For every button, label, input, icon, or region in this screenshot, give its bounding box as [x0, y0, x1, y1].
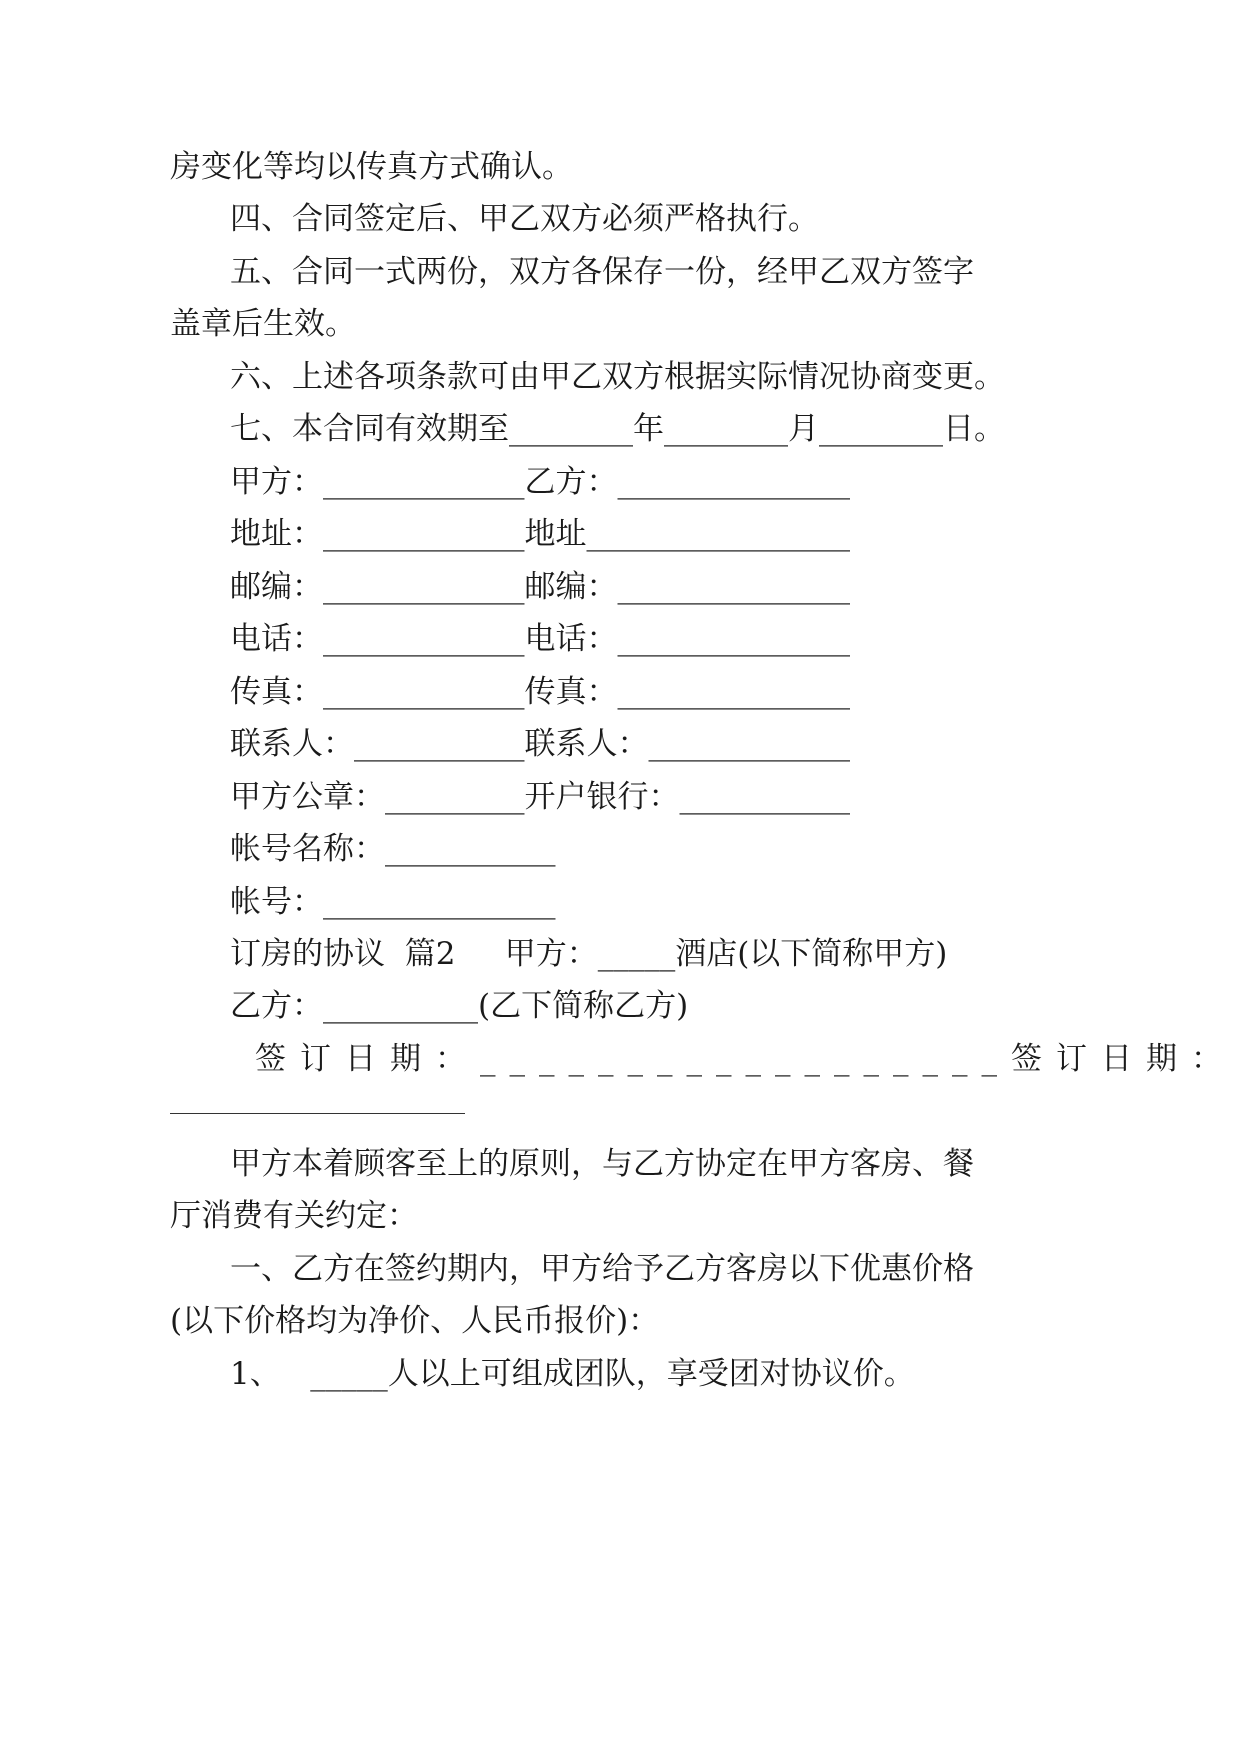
clause-4: 四、合同签定后、甲乙双方必须严格执行。 — [230, 201, 819, 237]
postcode-field: 邮编：_____________邮编：_______________ — [230, 569, 850, 605]
preamble: 甲 方 本 着 顾 客 至 上 的 原 则 ， 与 乙 方 协 定 在 甲 方 客 房 、 餐 — [230, 1146, 974, 1182]
clause-7-validity: 七、本合同有效期至________年________月________日。 — [230, 411, 1005, 447]
fax-field: 传真：_____________传真：_______________ — [230, 674, 850, 710]
party-b-field: 乙方：__________(乙下简称乙方) — [230, 988, 689, 1024]
clause-6: 六、上述各项条款可由甲乙双方根据实际情况协商变更。 — [230, 359, 1005, 395]
section-heading-2: 订房的协议 篇2 甲方：_____酒店(以下简称甲方) — [230, 936, 948, 972]
seal-bank-field: 甲方公章：_________开户银行：___________ — [230, 779, 850, 815]
account-number-field: 帐号：_______________ — [230, 884, 556, 920]
clause-5-cont: 盖章后生效。 — [170, 306, 356, 342]
address-field: 地址：_____________地址_________________ — [230, 516, 850, 552]
clause-1-cont: (以下价格均为净价、人民币报价)： — [170, 1303, 660, 1339]
clause-1: 一 、 乙 方 在 签 约 期 内 ， 甲 方 给 予 乙 方 客 房 以 下 优 惠 价 格 — [230, 1251, 974, 1287]
signing-date-blank — [170, 1113, 465, 1114]
clause-1-item-1: 1、 _____人以上可组成团队，享受团对协议价。 — [230, 1356, 915, 1392]
paragraph-line: 房变化等均以传真方式确认。 — [170, 149, 573, 185]
phone-field: 电话：_____________电话：_______________ — [230, 621, 850, 657]
account-name-field: 帐号名称：___________ — [230, 831, 556, 867]
party-names-field: 甲方：_____________乙方：_______________ — [230, 464, 850, 500]
signing-date-field: 签订日期：__________________签订日期： — [255, 1041, 1236, 1077]
clause-5: 五 、 合 同 一 式 两 份 ， 双 方 各 保 存 一 份 ， 经 甲 乙 双 方 签 字 — [230, 254, 974, 290]
contact-person-field: 联系人：___________联系人：_____________ — [230, 726, 850, 762]
preamble-cont: 厅消费有关约定： — [170, 1198, 418, 1234]
